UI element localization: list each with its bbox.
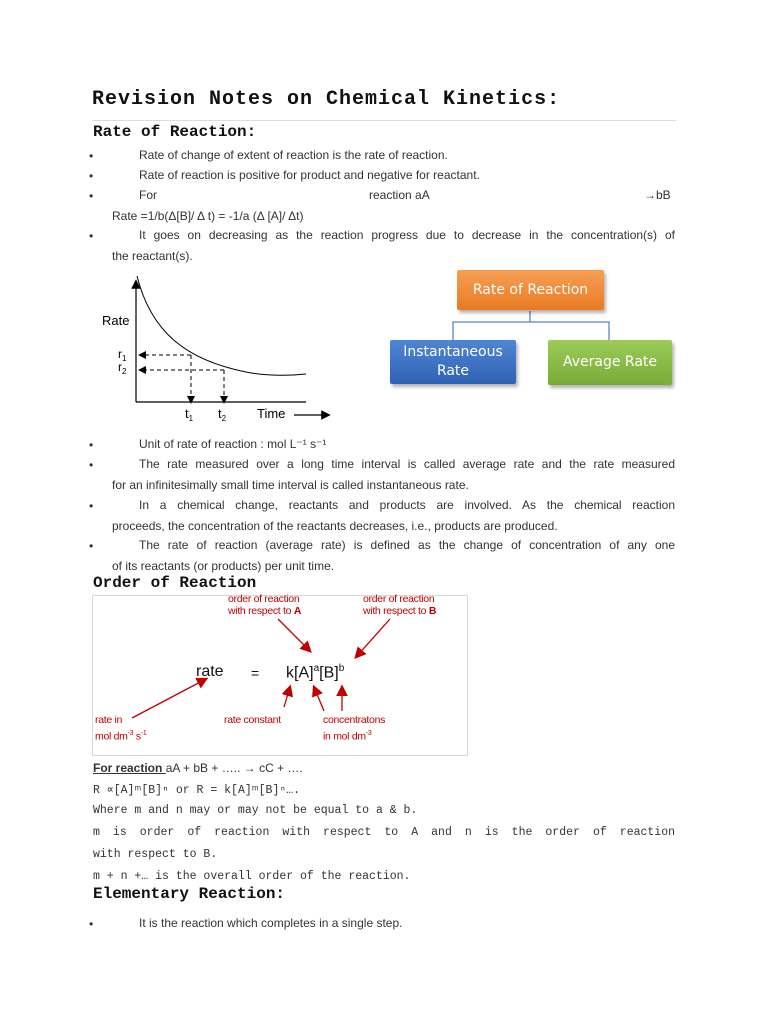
- diagram-box-instantaneous-line1: Instantaneous: [403, 344, 503, 360]
- rate-expression: Rate =1/b(Δ[B]/ Δ t) = -1/a (Δ [A]/ Δt): [112, 209, 304, 223]
- diagram-box-instantaneous-rate: [390, 340, 516, 384]
- bullet-glyph: •: [89, 499, 94, 513]
- bullet-glyph: •: [89, 189, 94, 203]
- diagram-box-average-rate: [548, 340, 672, 385]
- diagram-box-average-rate-label: Average Rate: [562, 354, 658, 370]
- bullet-text-5: Unit of rate of reaction : mol L⁻¹ s⁻¹: [139, 437, 327, 451]
- diagram-box-instantaneous-line2: Rate: [436, 363, 470, 379]
- bullet-text-3-arrow: →bB: [644, 188, 671, 202]
- bullet-glyph: •: [89, 438, 94, 452]
- section-heading-order: Order of Reaction: [93, 574, 257, 592]
- bullet-text-8-line2: of its reactants (or products) per unit time.: [112, 558, 335, 573]
- bullet-text-6-line1: The rate measured over a long time interval is called average rate and the rate measured: [139, 457, 675, 471]
- formula-rhs: $k[A]^a[B]^b$: [286, 663, 345, 682]
- t2-label: $t_2$: [218, 406, 227, 423]
- for-reaction-line: [93, 761, 303, 775]
- r1-label: $r_1$: [118, 347, 127, 363]
- for-reaction-equation: aA + bB + ….. → cC + ….: [165, 761, 303, 775]
- for-reaction-label: For reaction: [93, 761, 166, 775]
- order-definition-line1: m is order of reaction with respect to A and n is the order of reaction: [93, 826, 675, 839]
- page-title: Revision Notes on Chemical Kinetics:: [92, 88, 561, 111]
- rate-law-arrows: [92, 595, 468, 755]
- bullet-text-3-for: For: [139, 188, 157, 202]
- section-heading-elementary: Elementary Reaction:: [93, 885, 286, 903]
- bullet-text-1: Rate of change of extent of reaction is the rate of reaction.: [139, 148, 448, 162]
- diagram-box-rate-of-reaction: [457, 270, 604, 310]
- section-heading-rate: Rate of Reaction:: [93, 123, 257, 141]
- diagram-box-rate-of-reaction-label: Rate of Reaction: [472, 281, 589, 298]
- formula-equals: =: [251, 665, 260, 681]
- bullet-paragraph-8: [112, 535, 675, 576]
- r2-label: $r_2$: [118, 360, 127, 376]
- annotation-rate-constant: rate constant: [224, 714, 281, 726]
- bullet-paragraph-4: [112, 225, 675, 266]
- bullet-glyph: •: [89, 149, 94, 163]
- bullet-text-8-line1: The rate of reaction (average rate) is defined as the change of concentration of any one: [139, 538, 675, 552]
- bullet-paragraph-6: [112, 454, 675, 495]
- bullet-text-7-line1: In a chemical change, reactants and products are involved. As the chemical reaction: [139, 498, 675, 512]
- where-line: Where m and n may or may not be equal to a & b.: [93, 804, 418, 817]
- annotation-order-b: order of reaction with respect to B: [363, 593, 437, 617]
- bullet-glyph: •: [89, 917, 94, 931]
- rate-time-graph: [96, 272, 336, 432]
- bullet-glyph: •: [89, 539, 94, 553]
- rate-law-line: R ∝[A]ᵐ[B]ⁿ or R = k[A]ᵐ[B]ⁿ….: [93, 784, 301, 797]
- formula-rate: rate: [196, 663, 224, 680]
- bullet-text-4-line2: the reactant(s).: [112, 248, 193, 263]
- rate-curve: [137, 276, 306, 375]
- elementary-bullet-text: It is the reaction which completes in a single step.: [139, 916, 403, 930]
- y-axis-label: Rate: [102, 313, 130, 328]
- bullet-text-4-line1: It goes on decreasing as the reaction progress due to decrease in the concentration(s) of: [139, 228, 675, 242]
- bullet-text-7-line2: proceeds, the concentration of the reactants decreases, i.e., products are produced.: [112, 518, 558, 533]
- x-axis-label: Time: [257, 406, 286, 421]
- bullet-text-3-reaction: reaction aA: [369, 188, 430, 202]
- order-definition-line2: with respect to B.: [93, 848, 218, 861]
- bullet-glyph: •: [89, 229, 94, 243]
- bullet-glyph: •: [89, 169, 94, 183]
- bullet-text-2: Rate of reaction is positive for product and negative for reactant.: [139, 168, 480, 182]
- bullet-text-6-line2: for an infinitesimally small time interval is called instantaneous rate.: [112, 477, 469, 492]
- annotation-concentrations: concentratons in mol $dm^{-3}$: [323, 714, 386, 743]
- title-divider: [92, 120, 676, 121]
- overall-order-line: m + n +… is the overall order of the reaction.: [93, 870, 411, 883]
- bullet-paragraph-7: [112, 495, 675, 536]
- annotation-rate-units: rate in mol $dm^{-3}$ $s^{-1}$: [95, 714, 147, 743]
- t1-label: $t_1$: [185, 406, 194, 423]
- bullet-glyph: •: [89, 458, 94, 472]
- annotation-order-a: order of reaction with respect to A: [228, 593, 302, 617]
